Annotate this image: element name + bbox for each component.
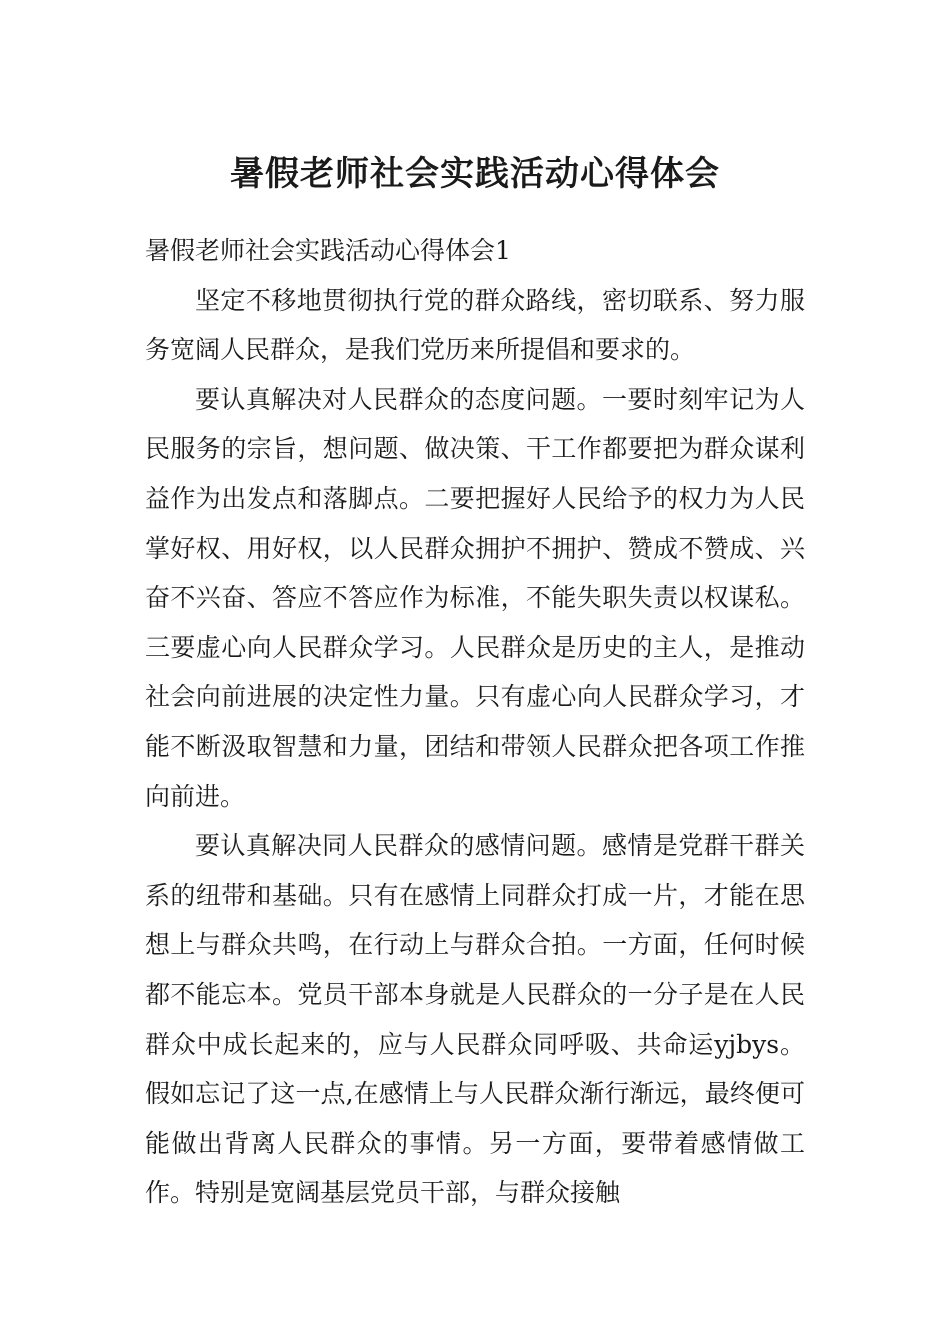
document-body (145, 226, 805, 1218)
paragraph-2: 要认真解决对人民群众的态度问题。一要时刻牢记为人民服务的宗旨，想问题、做决策、干工作都要把为群众谋利益作为出发点和落脚点。二要把握好人民给予的权力为人民掌好权、用好权，以人民群众拥护不拥护、赞成不赞成、兴奋不兴奋、答应不答应作为标准，不能失职失责以权谋私。三要虚心向人民群众学习。人民群众是历史的主人，是推动社会向前进展的决定性力量。只有虚心向人民群众学习，才能不断汲取智慧和力量，团结和带领人民群众把各项工作推向前进。 (145, 384, 805, 811)
section-heading: 暑假老师社会实践活动心得体会1 (145, 236, 511, 265)
paragraph-1: 坚定不移地贯彻执行党的群众路线，密切联系、努力服务宽阔人民群众，是我们党历来所提倡和要求的。 (145, 285, 805, 365)
document-title: 暑假老师社会实践活动心得体会 (230, 153, 720, 194)
paragraph-3: 要认真解决同人民群众的感情问题。感情是党群干群关系的纽带和基础。只有在感情上同群众打成一片，才能在思想上与群众共鸣，在行动上与群众合拍。一方面，任何时候都不能忘本。党员干部本身就是人民群众的一分子是在人民群众中成长起来的，应与人民群众同呼吸、共命运yjbys。假如忘记了这一点,在感情上与人民群众渐行渐远，最终便可能做出背离人民群众的事情。另一方面，要带着感情做工作。特别是宽阔基层党员干部，与群众接触 (145, 831, 805, 1208)
